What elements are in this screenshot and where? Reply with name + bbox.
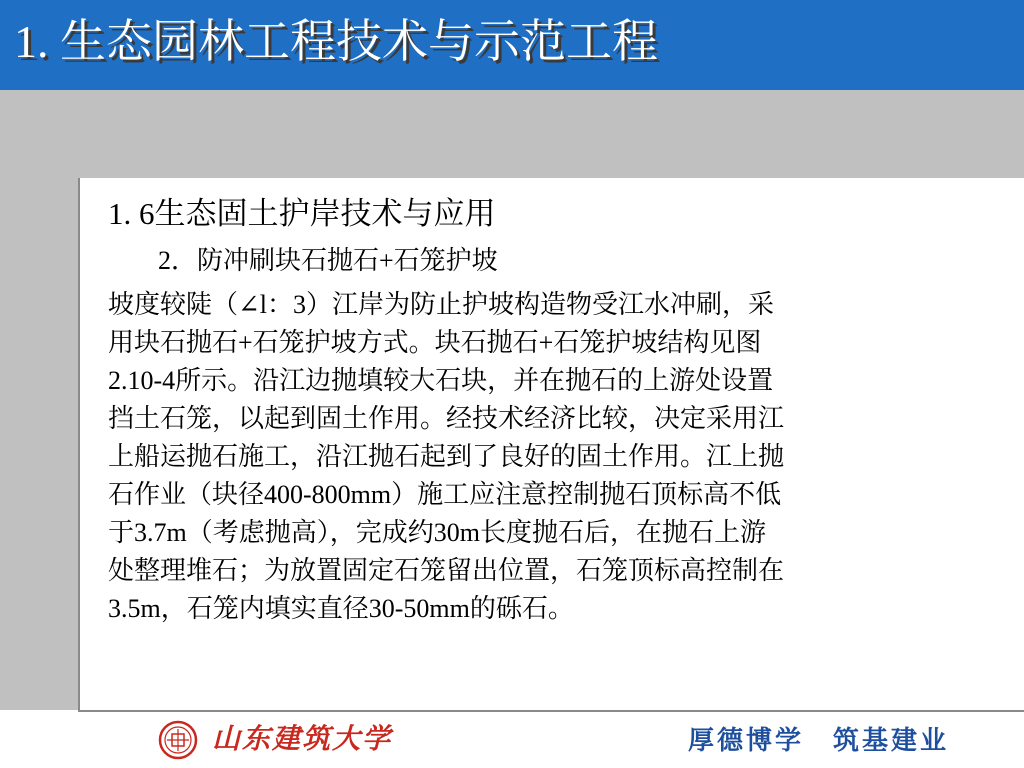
title-bar	[0, 0, 1024, 90]
university-motto: 厚德博学 筑基建业	[688, 726, 950, 755]
section-heading: 1. 6生态固土护岸技术与应用	[108, 196, 496, 231]
paragraph-line: 于3.7m（考虑抛高），完成约30m长度抛石后，在抛石上游	[108, 518, 766, 547]
paragraph-line: 挡土石笼，以起到固土作用。经技术经济比较，决定采用江	[108, 404, 785, 433]
content-box	[78, 178, 1024, 710]
paragraph-line: 坡度较陡（∠l：3）江岸为防止护坡构造物受江水冲刷，采	[108, 290, 775, 319]
footer	[0, 712, 1024, 768]
slide-title: 1. 生态园林工程技术与示范工程	[14, 16, 658, 67]
paragraph-line: 处整理堆石；为放置固定石笼留出位置，石笼顶标高控制在	[108, 556, 785, 585]
paragraph-line: 用块石抛石+石笼护坡方式。块石抛石+石笼护坡结构见图	[108, 328, 762, 357]
paragraph-line: 3.5m，石笼内填实直径30-50mm的砾石。	[108, 594, 574, 623]
paragraph-line: 上船运抛石施工，沿江抛石起到了良好的固土作用。江上抛	[108, 442, 785, 471]
paragraph-line: 石作业（块径400-800mm）施工应注意控制抛石顶标高不低	[108, 480, 782, 509]
section-subheading: 2．防冲刷块石抛石+石笼护坡	[158, 246, 498, 275]
paragraph-line: 2.10-4所示。沿江边抛填较大石块，并在抛石的上游处设置	[108, 366, 774, 395]
university-logo-text: 山东建筑大学	[212, 724, 393, 755]
university-seal-icon	[158, 720, 198, 760]
